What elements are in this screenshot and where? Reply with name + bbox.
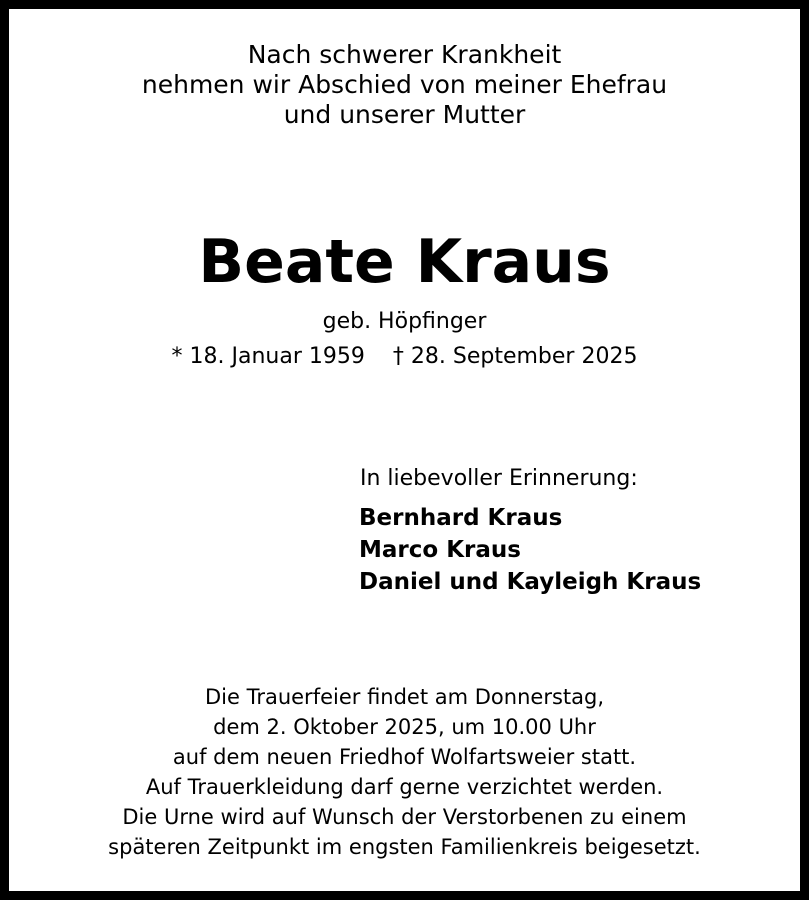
intro-line: nehmen wir Abschied von meiner Ehefrau	[141, 70, 668, 99]
death-date: † 28. September 2025	[392, 344, 638, 369]
mourner-name: Marco Kraus	[359, 537, 521, 563]
service-line: späteren Zeitpunkt im engsten Familienkreis beigesetzt.	[108, 835, 701, 859]
birth-date: * 18. Januar 1959	[171, 344, 365, 369]
service-line: dem 2. Oktober 2025, um 10.00 Uhr	[213, 715, 596, 739]
intro-line: Nach schwerer Krankheit	[247, 40, 562, 69]
service-line: Die Trauerfeier findet am Donnerstag,	[204, 685, 605, 709]
deceased-name: Beate Kraus	[198, 227, 611, 297]
mourner-name: Daniel und Kayleigh Kraus	[359, 569, 702, 595]
maiden-name: geb. Höpfinger	[322, 309, 487, 334]
mourners-list	[359, 502, 701, 598]
funeral-service-info	[0, 682, 809, 862]
service-line: auf dem neuen Friedhof Wolfartsweier statt.	[172, 745, 637, 769]
service-line: Auf Trauerkleidung darf gerne verzichtet werden.	[145, 775, 664, 799]
intro-line: und unserer Mutter	[283, 100, 526, 129]
memory-heading: In liebevoller Erinnerung:	[360, 466, 638, 491]
mourner-name: Bernhard Kraus	[359, 505, 563, 531]
life-dates	[0, 340, 809, 374]
intro-text	[0, 40, 809, 130]
service-line: Die Urne wird auf Wunsch der Verstorbenen zu einem	[122, 805, 687, 829]
